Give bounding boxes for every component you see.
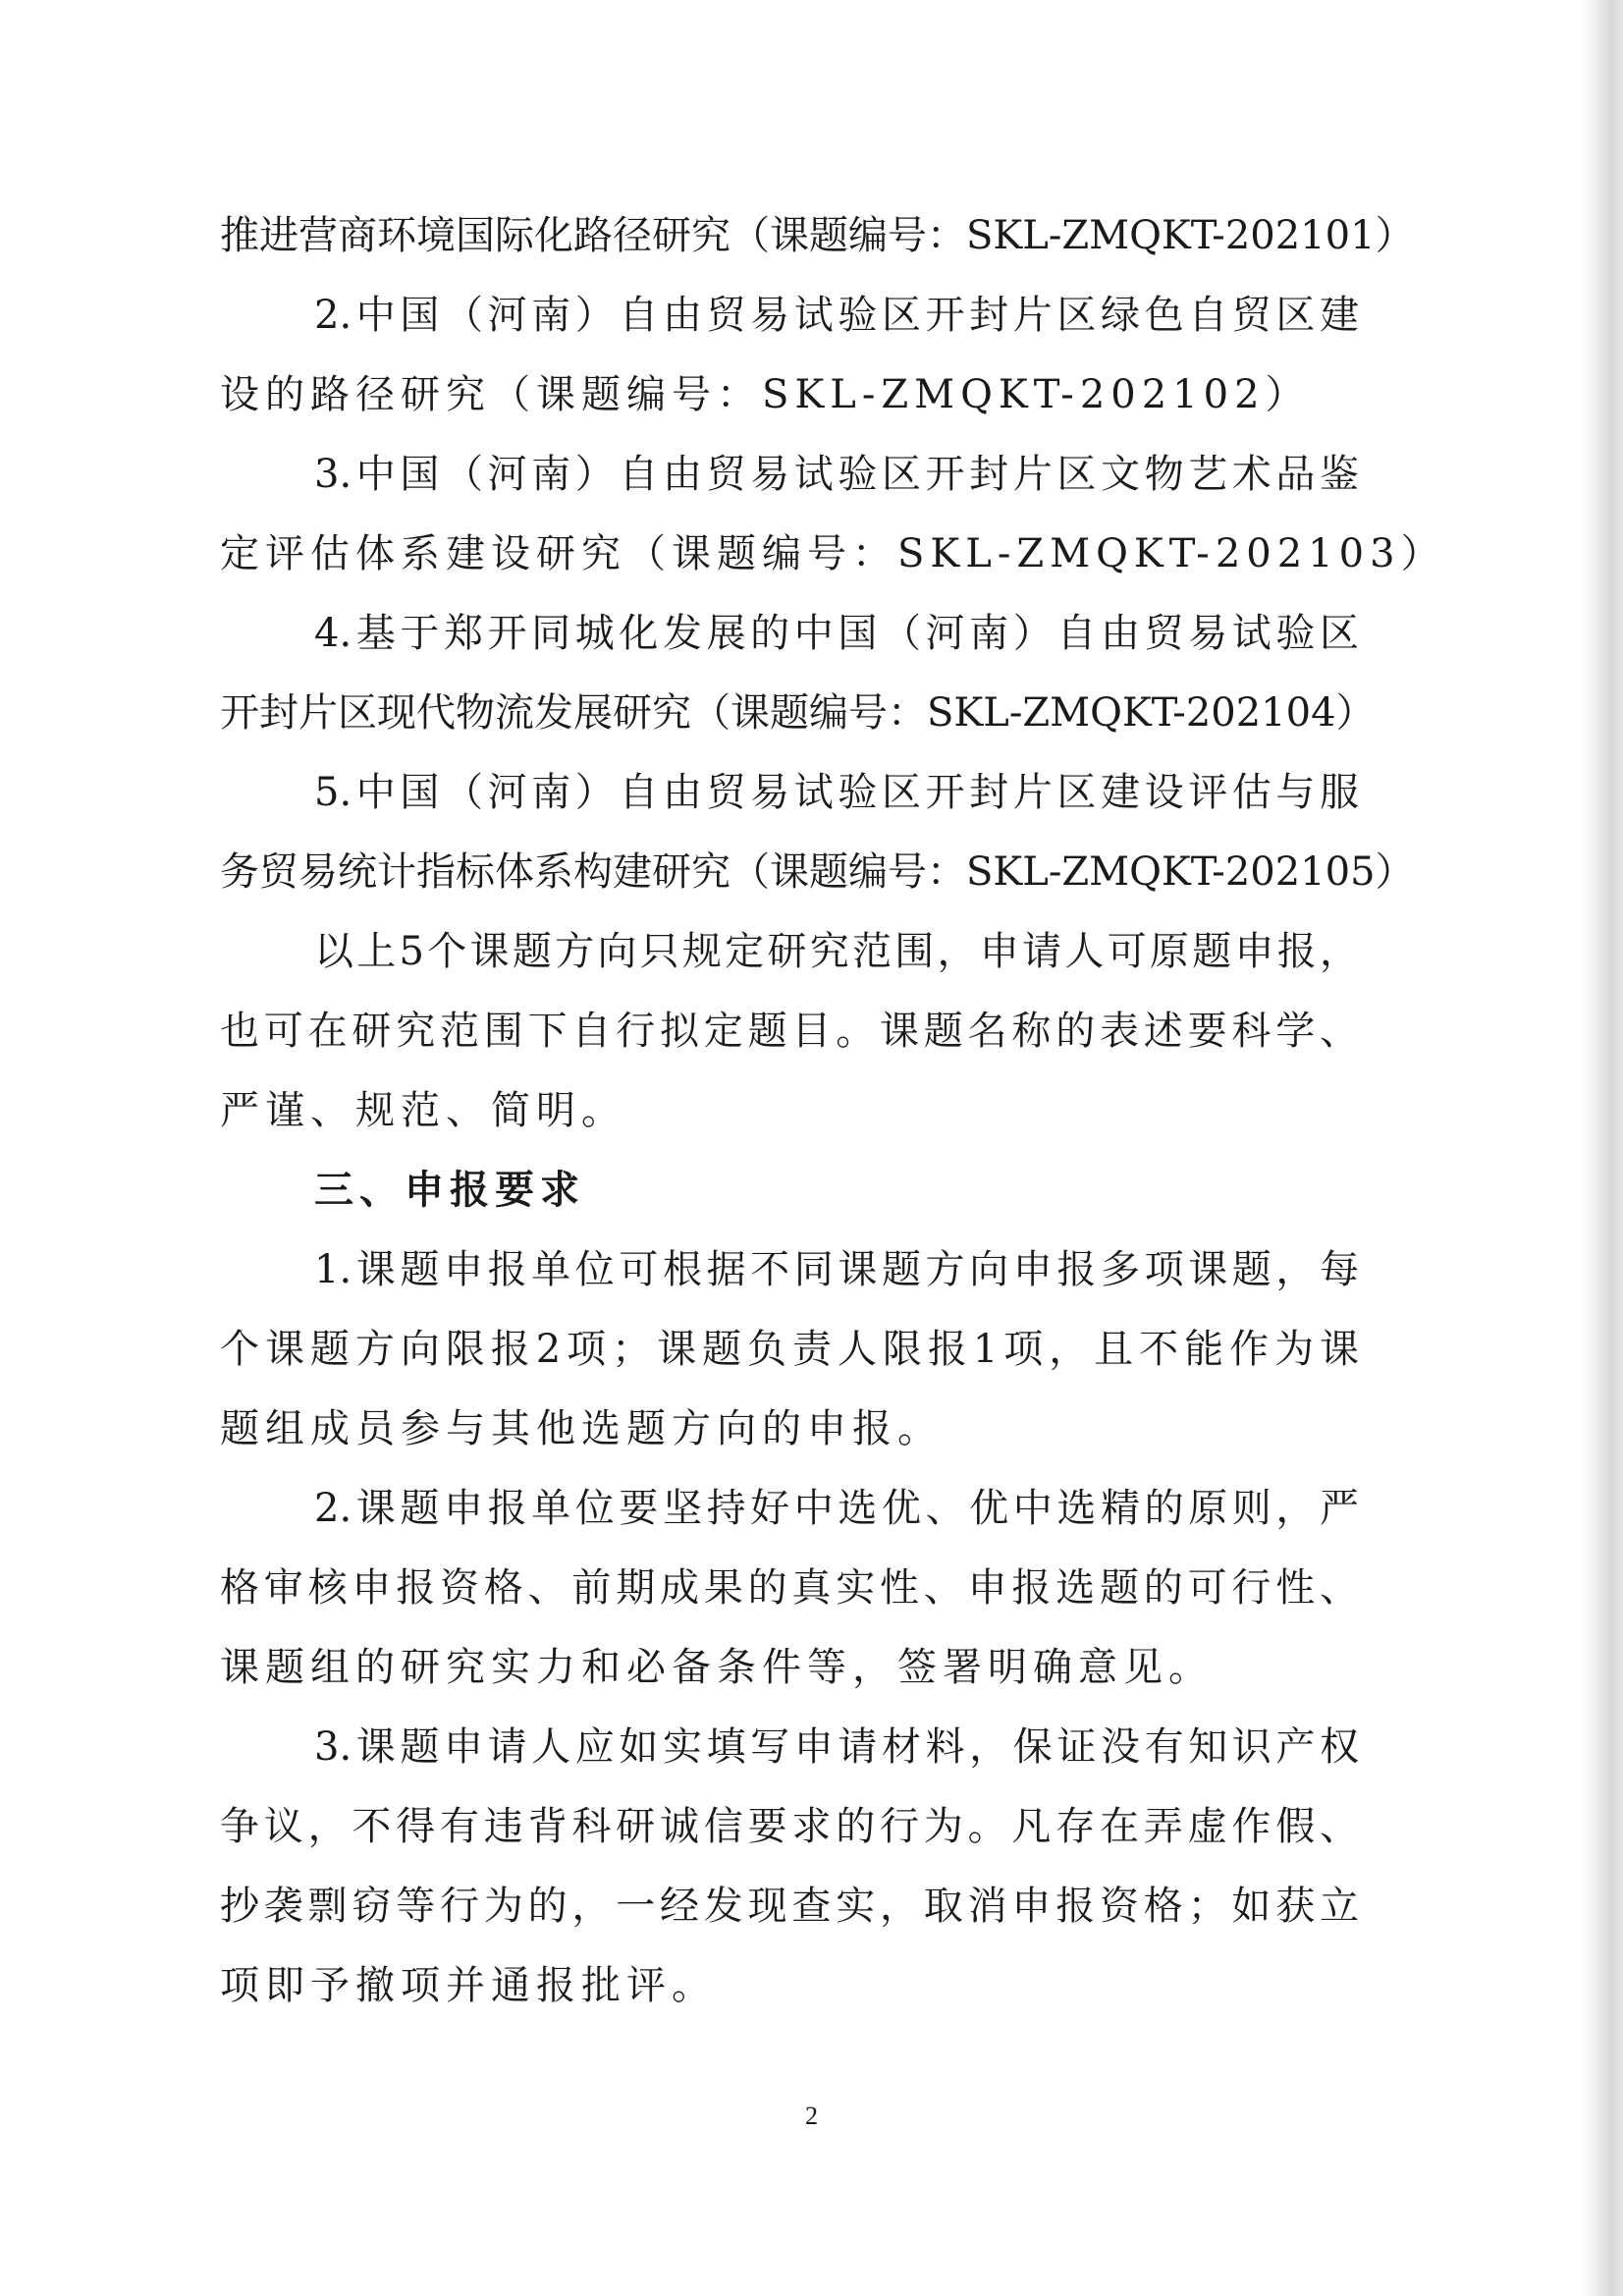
text-line: 抄袭剽窃等行为的，一经发现查实，取消申报资格；如获立 <box>220 1884 1359 1929</box>
section-heading: 三、申报要求 <box>314 1168 585 1213</box>
text-line: 格审核申报资格、前期成果的真实性、申报选题的可行性、 <box>220 1565 1359 1611</box>
list-item-5: 5.中国（河南）自由贸易试验区开封片区建设评估与服 <box>314 770 1359 815</box>
requirement-2: 2.课题申报单位要坚持好中选优、优中选精的原则，严 <box>314 1486 1359 1531</box>
text-line: 推进营商环境国际化路径研究（课题编号：SKL-ZMQKT-202101） <box>220 213 1415 258</box>
text-line: 个课题方向限报2项；课题负责人限报1项，且不能作为课 <box>220 1327 1359 1372</box>
requirement-1: 1.课题申报单位可根据不同课题方向申报多项课题，每 <box>314 1247 1359 1292</box>
text-line: 设的路径研究（课题编号：SKL-ZMQKT-202102） <box>220 372 1311 417</box>
text-line: 争议，不得有违背科研诚信要求的行为。凡存在弄虚作假、 <box>220 1804 1359 1849</box>
list-item-3: 3.中国（河南）自由贸易试验区开封片区文物艺术品鉴 <box>314 452 1359 497</box>
text-line: 务贸易统计指标体系构建研究（课题编号：SKL-ZMQKT-202105） <box>220 849 1415 895</box>
requirement-3: 3.课题申请人应如实填写申请材料，保证没有知识产权 <box>314 1724 1359 1770</box>
text-line: 题组成员参与其他选题方向的申报。 <box>220 1406 943 1451</box>
page-number: 2 <box>805 2102 818 2130</box>
text-line: 定评估体系建设研究（课题编号：SKL-ZMQKT-202103） <box>220 531 1446 576</box>
text-line: 项即予撤项并通报批评。 <box>220 1963 717 2008</box>
list-item-4: 4.基于郑开同城化发展的中国（河南）自由贸易试验区 <box>314 611 1359 656</box>
paragraph-scope: 以上5个课题方向只规定研究范围，申请人可原题申报， <box>314 929 1359 974</box>
text-line: 课题组的研究实力和必备条件等，签署明确意见。 <box>220 1645 1214 1690</box>
text-line: 严谨、规范、简明。 <box>220 1088 626 1133</box>
scan-shadow-edge <box>1584 0 1623 2296</box>
list-item-2: 2.中国（河南）自由贸易试验区开封片区绿色自贸区建 <box>314 293 1359 338</box>
text-line: 也可在研究范围下自行拟定题目。课题名称的表述要科学、 <box>220 1009 1359 1054</box>
text-line: 开封片区现代物流发展研究（课题编号：SKL-ZMQKT-202104） <box>220 690 1376 736</box>
